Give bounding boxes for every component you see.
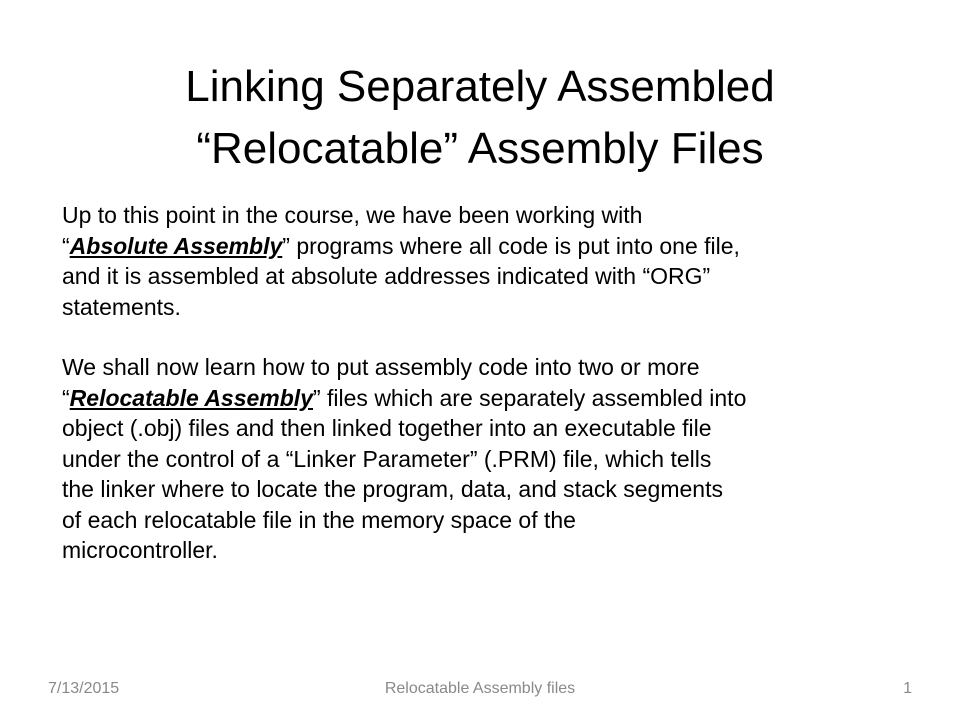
body-line (62, 292, 912, 323)
title-line: Linking Separately Assembled (185, 62, 775, 111)
body-line (62, 352, 912, 383)
line-text: Up to this point in the course, we have been working with (62, 202, 643, 228)
page-number: 1 (903, 680, 912, 697)
line-text: object (.obj) files and then linked together into an executable file (62, 415, 712, 441)
line-text: “ (62, 384, 70, 411)
title-line: “Relocatable” Assembly Files (196, 124, 764, 173)
body-line (62, 383, 912, 414)
slide-title (48, 56, 912, 180)
footer-title: Relocatable Assembly files (384, 680, 576, 697)
footer-date: 7/13/2015 (48, 680, 120, 697)
line-text: the linker where to locate the program, data, and stack segments (62, 476, 723, 502)
body-line (62, 505, 912, 536)
line-text: ” programs where all code is put into one file, (282, 232, 740, 259)
slide-body (62, 200, 912, 566)
paragraph-absolute-assembly (62, 200, 912, 322)
line-text: microcontroller. (62, 537, 218, 563)
line-text: “ (62, 232, 70, 259)
body-line (62, 444, 912, 475)
line-text: We shall now learn how to put assembly code into two or more (62, 354, 700, 380)
term-relocatable-assembly: Relocatable Assembly (69, 384, 313, 411)
body-line (62, 535, 912, 566)
line-text: statements. (62, 293, 181, 320)
body-line (62, 231, 912, 262)
term-absolute-assembly: Absolute Assembly (69, 232, 283, 259)
body-line (62, 413, 912, 444)
body-line (62, 474, 912, 505)
paragraph-relocatable-assembly (62, 352, 912, 566)
line-text: ” files which are separately assembled into (312, 384, 747, 411)
line-text: of each relocatable file in the memory space of the (62, 506, 576, 533)
line-text: and it is assembled at absolute addresses indicated with “ORG” (62, 263, 711, 289)
body-line (62, 200, 912, 231)
line-text: under the control of a “Linker Parameter” (.PRM) file, which tells (62, 445, 712, 472)
body-line (62, 261, 912, 292)
